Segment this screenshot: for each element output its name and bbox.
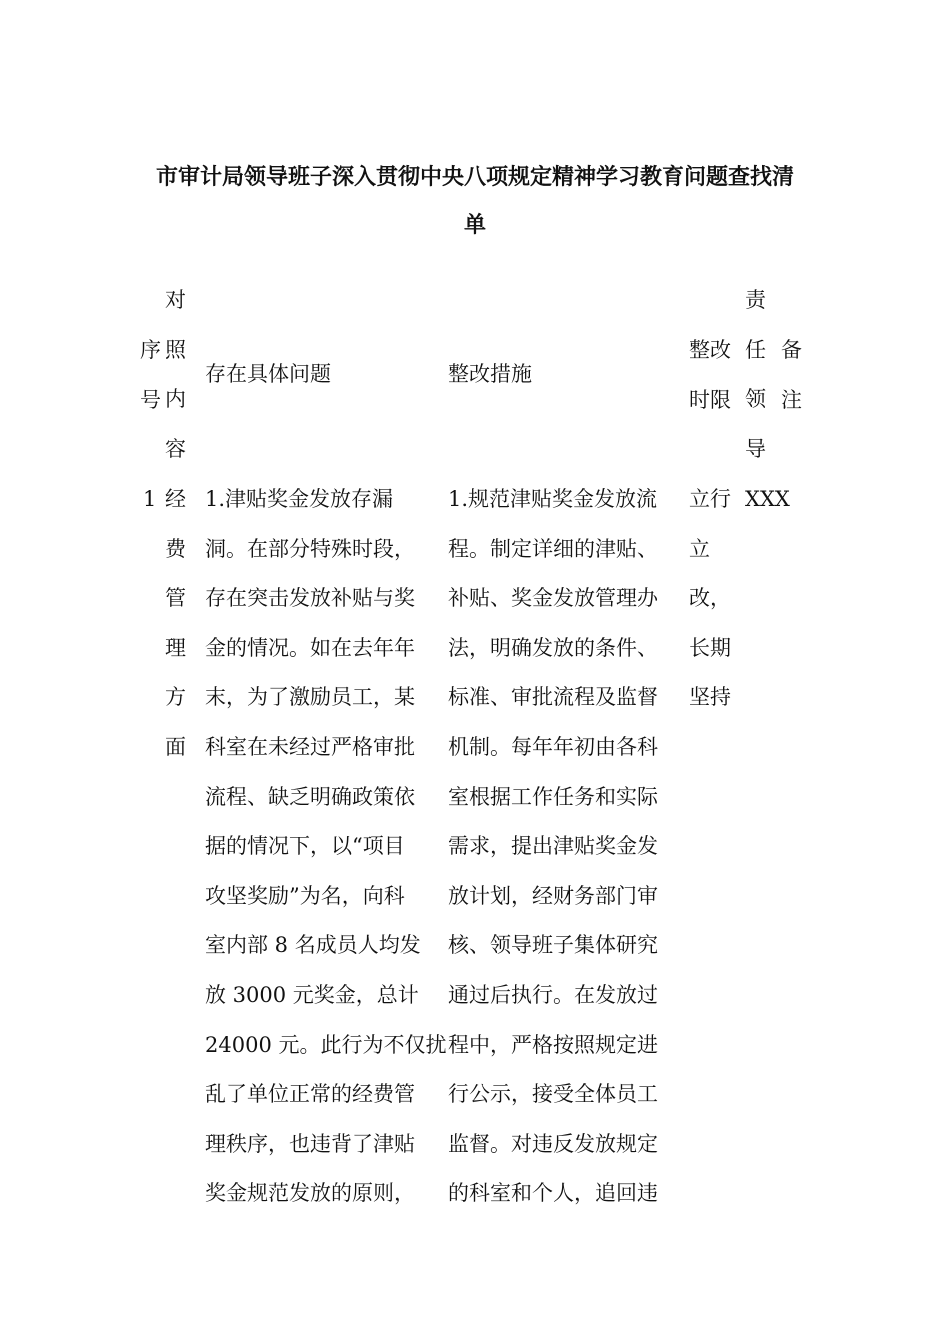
row-rectification-measures: 1.规范津贴奖金发放流 程。制定详细的津贴、 补贴、奖金发放管理办 法，明确发放的条件、 标准、审批流程及监督 机制。每年年初由各科 室根据工作任务和实际 需求，提出津贴奖金发 放计划，经财务部门审 核、领导班子集体研究 通过后执行。在发放过 程中，严格按照规定进 行公示，接受全体员工 监督。对违反发放规定 的科室和个人，追回违 (448, 487, 658, 1206)
header-reference-content: 对 照 内 容 (165, 288, 186, 461)
row-sequence-number: 1 (143, 487, 157, 511)
row-specific-issue: 1.津贴奖金发放存漏 洞。在部分特殊时段， 存在突击发放补贴与奖 金的情况。如在去年年 末，为了激励员工，某 科室在未经过严格审批 流程、缺乏明确政策依 据的情况下，以“项目 攻坚奖励”为名，向科 室内部 8 名成员人均发 放 3000 元奖金，总计 24000 元。此行为不仅扰 乱了单位正常的经费管 理秩序，也违背了津贴 奖金规范发放的原则， (205, 487, 447, 1206)
header-rectification-measures: 整改措施 (448, 362, 532, 386)
header-deadline: 整改 时限 (689, 338, 731, 412)
row-deadline: 立行 立 改， 长期 坚持 (689, 487, 731, 710)
header-responsible-leader: 责 任 领 导 (745, 288, 766, 461)
document-title-line-2: 单 (463, 213, 486, 238)
header-specific-issue: 存在具体问题 (205, 362, 331, 386)
header-remarks: 备 注 (781, 338, 802, 412)
document-title-line-1: 市审计局领导班子深入贯彻中央八项规定精神学习教育问题查找清 (155, 165, 794, 190)
row-reference-content: 经 费 管 理 方 面 (165, 487, 186, 759)
row-responsible-leader: XXX (745, 487, 790, 511)
header-sequence-number: 序 号 (140, 338, 161, 412)
